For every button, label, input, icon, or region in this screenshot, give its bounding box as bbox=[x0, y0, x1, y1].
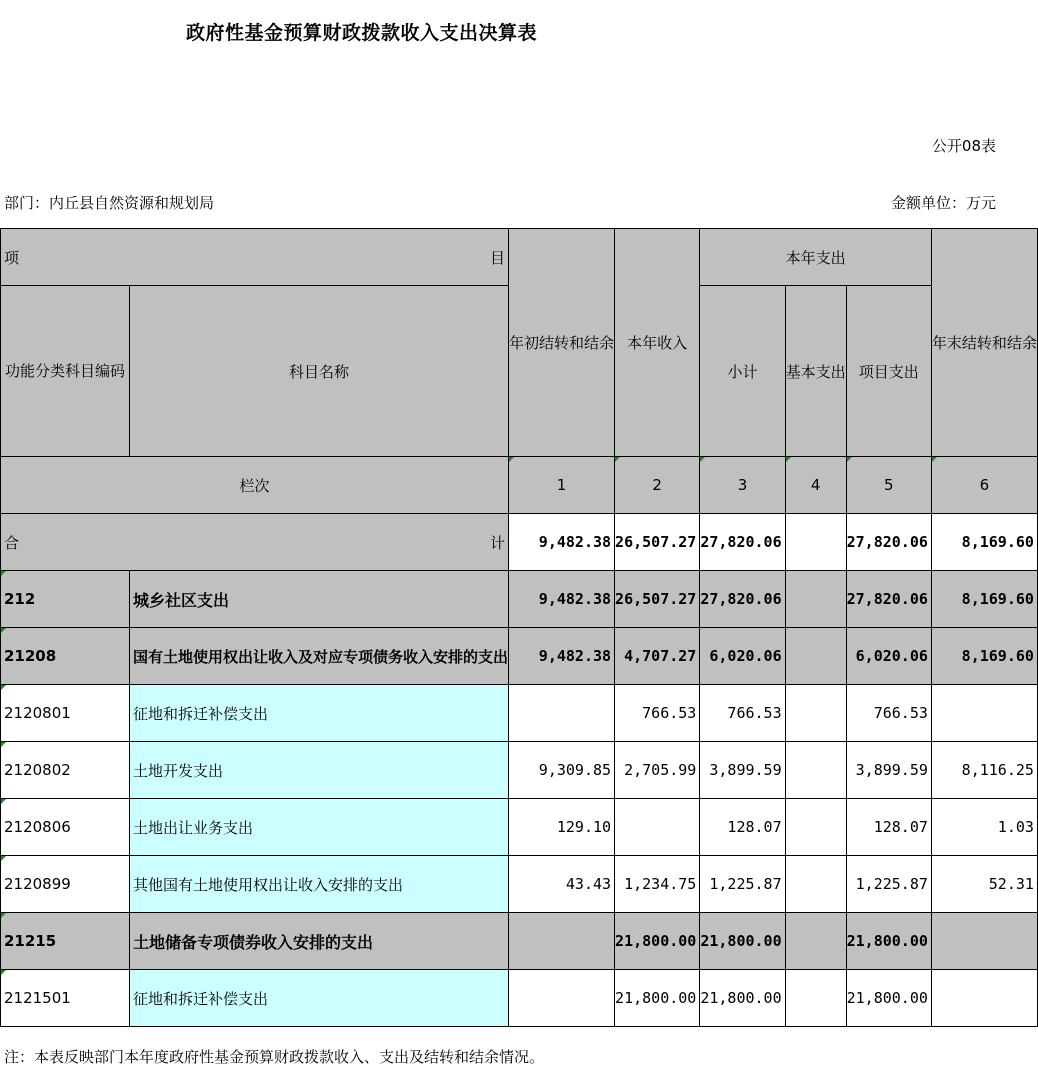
row-basic bbox=[785, 970, 846, 1027]
row-code: 2120802 bbox=[1, 742, 130, 799]
col-num: 3 bbox=[700, 457, 785, 514]
row-code: 2120899 bbox=[1, 856, 130, 913]
row-basic bbox=[785, 913, 846, 970]
row-code: 2120806 bbox=[1, 799, 130, 856]
row-end: 52.31 bbox=[931, 856, 1037, 913]
row-name: 征地和拆迁补偿支出 bbox=[130, 970, 509, 1027]
row-income: 21,800.00 bbox=[615, 970, 700, 1027]
row-project: 3,899.59 bbox=[846, 742, 931, 799]
header-begin-balance: 年初结转和结余 bbox=[509, 229, 615, 457]
col-num: 4 bbox=[785, 457, 846, 514]
total-right: 计 bbox=[490, 533, 506, 552]
table-row bbox=[1, 970, 1038, 1027]
total-basic bbox=[785, 514, 846, 571]
header-item-right: 目 bbox=[490, 248, 506, 267]
row-income: 766.53 bbox=[615, 685, 700, 742]
row-end: 1.03 bbox=[931, 799, 1037, 856]
table-row bbox=[1, 628, 1038, 685]
col-num: 1 bbox=[509, 457, 615, 514]
row-subtotal: 128.07 bbox=[700, 799, 785, 856]
col-num: 6 bbox=[931, 457, 1037, 514]
header-income: 本年收入 bbox=[615, 229, 700, 457]
row-end: 8,169.60 bbox=[931, 628, 1037, 685]
row-project: 1,225.87 bbox=[846, 856, 931, 913]
col-index-label: 栏次 bbox=[1, 457, 509, 514]
table-row bbox=[1, 913, 1038, 970]
header-end-balance: 年末结转和结余 bbox=[931, 229, 1037, 457]
footnote: 注：本表反映部门本年度政府性基金预算财政拨款收入、支出及结转和结余情况。 bbox=[4, 1048, 545, 1066]
row-basic bbox=[785, 685, 846, 742]
col-num: 2 bbox=[615, 457, 700, 514]
row-begin: 9,482.38 bbox=[509, 571, 615, 628]
row-begin bbox=[509, 685, 615, 742]
row-code: 21215 bbox=[1, 913, 130, 970]
total-project: 27,820.06 bbox=[846, 514, 931, 571]
row-subtotal: 1,225.87 bbox=[700, 856, 785, 913]
total-row bbox=[1, 514, 1038, 571]
row-name: 土地储备专项债券收入安排的支出 bbox=[130, 913, 509, 970]
row-name: 土地出让业务支出 bbox=[130, 799, 509, 856]
row-subtotal: 27,820.06 bbox=[700, 571, 785, 628]
table-row bbox=[1, 742, 1038, 799]
row-begin: 9,482.38 bbox=[509, 628, 615, 685]
total-left: 合 bbox=[4, 533, 20, 552]
row-subtotal: 21,800.00 bbox=[700, 970, 785, 1027]
row-income: 2,705.99 bbox=[615, 742, 700, 799]
budget-table bbox=[0, 228, 1038, 1027]
row-name: 城乡社区支出 bbox=[130, 571, 509, 628]
total-begin: 9,482.38 bbox=[509, 514, 615, 571]
table-row bbox=[1, 799, 1038, 856]
header-subtotal: 小计 bbox=[700, 286, 785, 457]
row-name: 国有土地使用权出让收入及对应专项债务收入安排的支出 bbox=[130, 628, 509, 685]
row-end bbox=[931, 685, 1037, 742]
table-code: 公开08表 bbox=[931, 137, 996, 155]
row-project: 21,800.00 bbox=[846, 970, 931, 1027]
row-code: 2121501 bbox=[1, 970, 130, 1027]
row-begin bbox=[509, 913, 615, 970]
row-name: 征地和拆迁补偿支出 bbox=[130, 685, 509, 742]
row-basic bbox=[785, 628, 846, 685]
total-end: 8,169.60 bbox=[931, 514, 1037, 571]
row-code: 2120801 bbox=[1, 685, 130, 742]
row-income: 1,234.75 bbox=[615, 856, 700, 913]
header-expense: 本年支出 bbox=[700, 229, 932, 286]
row-begin bbox=[509, 970, 615, 1027]
row-income: 21,800.00 bbox=[615, 913, 700, 970]
row-income: 26,507.27 bbox=[615, 571, 700, 628]
row-income bbox=[615, 799, 700, 856]
row-basic bbox=[785, 571, 846, 628]
row-project: 766.53 bbox=[846, 685, 931, 742]
row-end bbox=[931, 970, 1037, 1027]
header-name: 科目名称 bbox=[130, 286, 509, 457]
col-num: 5 bbox=[846, 457, 931, 514]
row-code: 21208 bbox=[1, 628, 130, 685]
row-begin: 43.43 bbox=[509, 856, 615, 913]
department-label: 部门：内丘县自然资源和规划局 bbox=[4, 194, 215, 212]
total-income: 26,507.27 bbox=[615, 514, 700, 571]
header-project: 项目支出 bbox=[846, 286, 931, 457]
row-subtotal: 6,020.06 bbox=[700, 628, 785, 685]
row-income: 4,707.27 bbox=[615, 628, 700, 685]
row-subtotal: 21,800.00 bbox=[700, 913, 785, 970]
row-project: 21,800.00 bbox=[846, 913, 931, 970]
row-basic bbox=[785, 856, 846, 913]
unit-label: 金额单位：万元 bbox=[890, 194, 996, 212]
report-title: 政府性基金预算财政拨款收入支出决算表 bbox=[186, 22, 538, 44]
row-begin: 129.10 bbox=[509, 799, 615, 856]
row-code: 212 bbox=[1, 571, 130, 628]
total-label bbox=[1, 514, 509, 571]
row-subtotal: 3,899.59 bbox=[700, 742, 785, 799]
row-subtotal: 766.53 bbox=[700, 685, 785, 742]
header-code: 功能分类科目编码 bbox=[1, 286, 130, 457]
row-name: 其他国有土地使用权出让收入安排的支出 bbox=[130, 856, 509, 913]
table-row bbox=[1, 856, 1038, 913]
row-basic bbox=[785, 742, 846, 799]
table-row bbox=[1, 571, 1038, 628]
header-item bbox=[1, 229, 509, 286]
row-project: 128.07 bbox=[846, 799, 931, 856]
total-subtotal: 27,820.06 bbox=[700, 514, 785, 571]
row-project: 27,820.06 bbox=[846, 571, 931, 628]
row-begin: 9,309.85 bbox=[509, 742, 615, 799]
row-basic bbox=[785, 799, 846, 856]
header-item-left: 项 bbox=[4, 248, 20, 267]
row-end: 8,116.25 bbox=[931, 742, 1037, 799]
table-row bbox=[1, 685, 1038, 742]
row-end bbox=[931, 913, 1037, 970]
row-project: 6,020.06 bbox=[846, 628, 931, 685]
row-end: 8,169.60 bbox=[931, 571, 1037, 628]
header-basic: 基本支出 bbox=[785, 286, 846, 457]
row-name: 土地开发支出 bbox=[130, 742, 509, 799]
